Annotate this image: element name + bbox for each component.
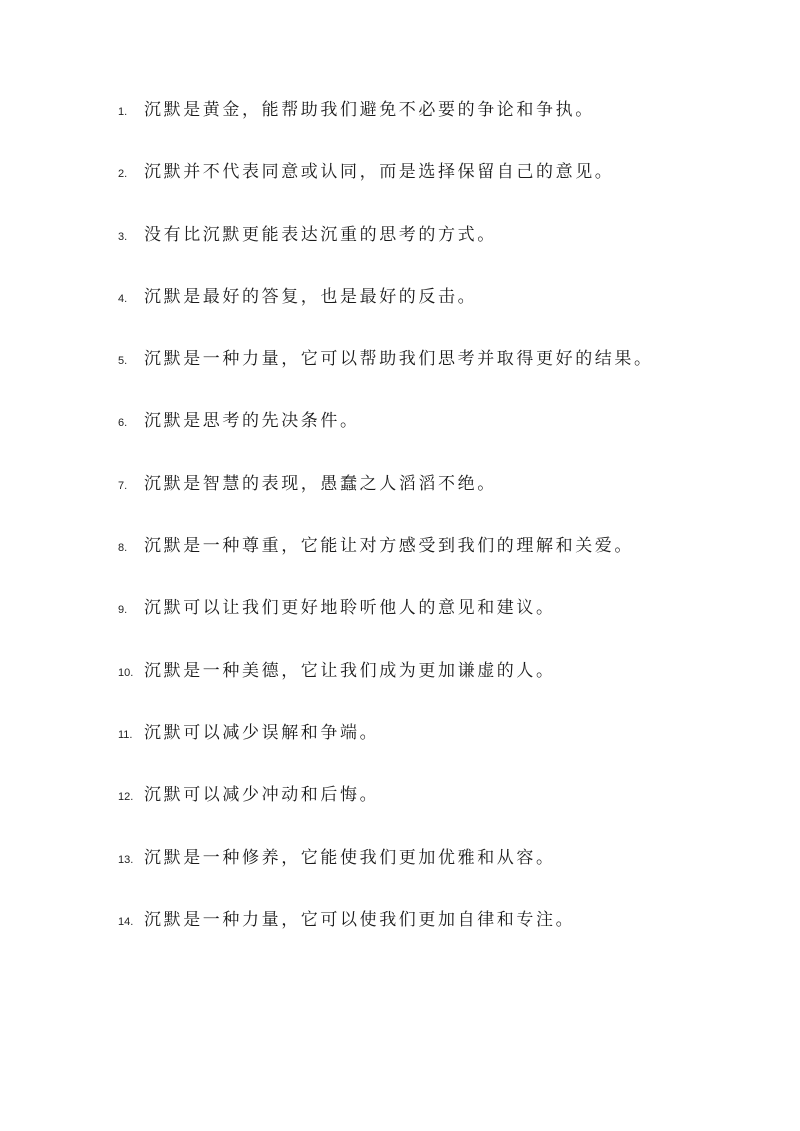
list-item [118,279,654,341]
list-item [118,840,654,902]
list-item-text: 沉默是一种美德，它让我们成为更加谦虚的人。 [144,660,556,681]
list-item-text: 沉默是一种力量，它可以使我们更加自律和专注。 [144,909,576,930]
list-item-text: 沉默可以让我们更好地聆听他人的意见和建议。 [144,598,556,619]
list-item-text: 沉默可以减少冲动和后悔。 [144,785,380,806]
list-item-text: 沉默是最好的答复，也是最好的反击。 [144,286,478,307]
list-item-text: 沉默是智慧的表现，愚蠢之人滔滔不绝。 [144,473,497,494]
list-item [118,590,654,652]
list-item-number: 5. [118,355,128,368]
list-item-text: 沉默是一种力量，它可以帮助我们思考并取得更好的结果。 [144,349,654,370]
list-item [118,466,654,528]
list-item [118,217,654,279]
list-item-number: 8. [118,542,128,555]
list-item-number: 6. [118,417,128,430]
list-item-text: 沉默是一种尊重，它能让对方感受到我们的理解和关爱。 [144,536,634,557]
list-item [118,653,654,715]
list-item-number: 4. [118,292,128,305]
list-item [118,777,654,839]
list-item-number: 14. [118,915,134,928]
list-item-number: 1. [118,106,128,118]
list-item [118,92,654,154]
list-item-number: 11. [118,728,133,741]
list-item-number: 3. [118,230,128,243]
list-item-text: 沉默是黄金，能帮助我们避免不必要的争论和争执。 [144,100,595,120]
list-item-text: 沉默并不代表同意或认同，而是选择保留自己的意见。 [144,162,615,183]
list-item-text: 沉默是思考的先决条件。 [144,411,360,432]
list-item-number: 7. [118,479,128,492]
list-item [118,902,654,964]
list-item-number: 13. [118,853,134,866]
list-item [118,403,654,465]
list-item [118,715,654,777]
list-item-text: 没有比沉默更能表达沉重的思考的方式。 [144,224,497,245]
list-item-number: 9. [118,604,128,617]
list-item-text: 沉默是一种修养，它能使我们更加优雅和从容。 [144,847,556,868]
list-item-text: 沉默可以减少误解和争端。 [144,722,380,743]
numbered-list [118,92,654,964]
list-item-number: 2. [118,168,128,181]
list-item [118,341,654,403]
list-item-number: 12. [118,791,134,804]
list-item-number: 10. [118,666,134,679]
list-item [118,154,654,216]
list-item [118,528,654,590]
